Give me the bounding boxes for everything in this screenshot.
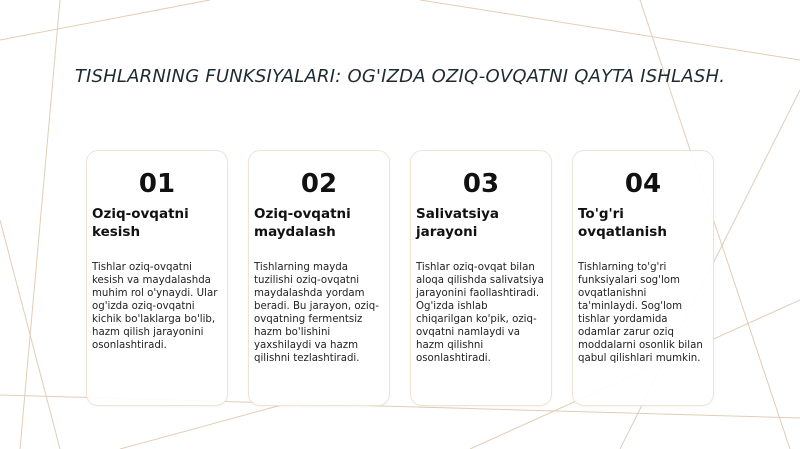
card-body: Tishlar oziq-ovqatni kesish va maydalashda muhim rol o'ynaydi. Ular og'izda oziq-ovqatni kichik bo'laklarga bo'lib, hazm qilish jarayonini osonlashtiradi. [92, 262, 218, 351]
card-heading: To'g'ri ovqatlanish [578, 206, 667, 240]
card-heading: Salivatsiya jarayoni [416, 206, 500, 240]
card-heading: Oziq-ovqatni maydalash [254, 206, 351, 240]
card-heading: Oziq-ovqatni kesish [92, 206, 189, 240]
card-number: 03 [462, 169, 500, 199]
card-number: 04 [624, 169, 662, 199]
card-body: Tishlar oziq-ovqat bilan aloqa qilishda salivatsiya jarayonini faollashtiradi. Og'izda ishlab chiqarilgan ko'pik, oziq-ovqatni namlaydi va hazm qilishni osonlashtiradi. [416, 262, 544, 364]
card-oziq-ovqatni-maydalash [248, 150, 390, 406]
card-number: 02 [300, 169, 338, 199]
card-number: 01 [138, 169, 176, 199]
card-togri-ovqatlanish [572, 150, 714, 406]
card-oziq-ovqatni-kesish [86, 150, 228, 406]
card-body: Tishlarning mayda tuzilishi oziq-ovqatni maydalashda yordam beradi. Bu jarayon, oziq-ovqatning fermentsiz hazm bo'lishini yaxshilaydi va hazm qilishni tezlashtiradi. [254, 262, 379, 364]
card-body: Tishlarning to'g'ri funksiyalari sog'lom ovqatlanishni ta'minlaydi. Sog'lom tishlar yordamida odamlar zarur oziq moddalarni osonlik bilan qabul qilishlari mumkin. [578, 262, 703, 364]
slide-title: TISHLARNING FUNKSIYALARI: OG'IZDA OZIQ-OVQATNI QAYTA ISHLASH. [74, 66, 726, 87]
card-salivatsiya-jarayoni [410, 150, 552, 406]
